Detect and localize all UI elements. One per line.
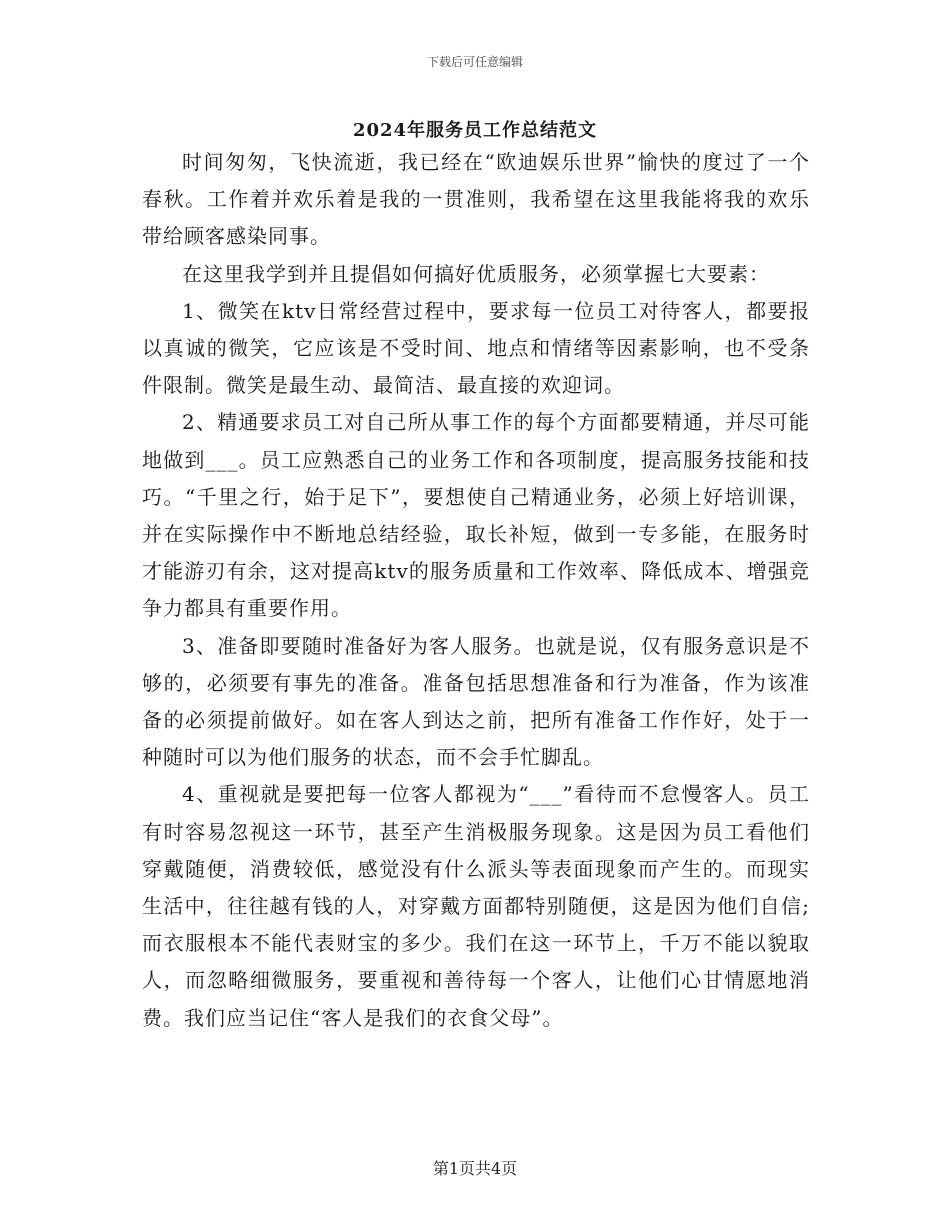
document-title: 2024年服务员工作总结范文: [352, 120, 598, 141]
paragraph-attention: 4、重视就是要把每一位客人都视为“___”看待而不怠慢客人。员工有时容易忽视这一环节，甚至产生消极服务现象。这是因为员工看他们穿戴随便，消费较低，感觉没有什么派头等表面现象而产生的。而现实生活中，往往越有钱的人，对穿戴方面都特别随便，这是因为他们自信;而衣服根本不能代表财宝的多少。我们在这一环节上，千万不能以貌取人，而忽略细微服务，要重视和善待每一个客人，让他们心甘情愿地消费。我们应当记住“客人是我们的衣食父母”。: [142, 782, 810, 1030]
paragraph-smile: 1、微笑在ktv日常经营过程中，要求每一位员工对待客人，都要报以真诚的微笑，它应该是不受时间、地点和情绪等因素影响，也不受条件限制。微笑是最生动、最简洁、最直接的欢迎词。: [142, 298, 810, 398]
page-number: 第1页共4页: [432, 1159, 518, 1178]
paragraph-intro: 时间匆匆，飞快流逝，我已经在“欧迪娱乐世界”愉快的度过了一个春秋。工作着并欢乐着是我的一贯准则，我希望在这里我能将我的欢乐带给顾客感染同事。: [142, 150, 810, 249]
paragraph-proficiency: 2、精通要求员工对自己所从事工作的每个方面都要精通，并尽可能地做到___。员工应熟悉自己的业务工作和各项制度，提高服务技能和技巧。“千里之行，始于足下”，要想使自己精通业务，必须上好培训课，并在实际操作中不断地总结经验，取长补短，做到一专多能，在服务时才能游刃有余，这对提高ktv的服务质量和工作效率、降低成本、增强竞争力都具有重要作用。: [142, 410, 810, 621]
paragraph-preparation: 3、准备即要随时准备好为客人服务。也就是说，仅有服务意识是不够的，必须要有事先的准备。准备包括思想准备和行为准备，作为该准备的必须提前做好。如在客人到达之前，把所有准备工作作好，处于一种随时可以为他们服务的状态，而不会手忙脚乱。: [142, 633, 810, 770]
paragraph-elements-lead: 在这里我学到并且提倡如何搞好优质服务，必须掌握七大要素：: [182, 261, 770, 286]
page-header-note: 下载后可任意编辑: [426, 55, 523, 69]
document-body: [142, 144, 810, 1037]
